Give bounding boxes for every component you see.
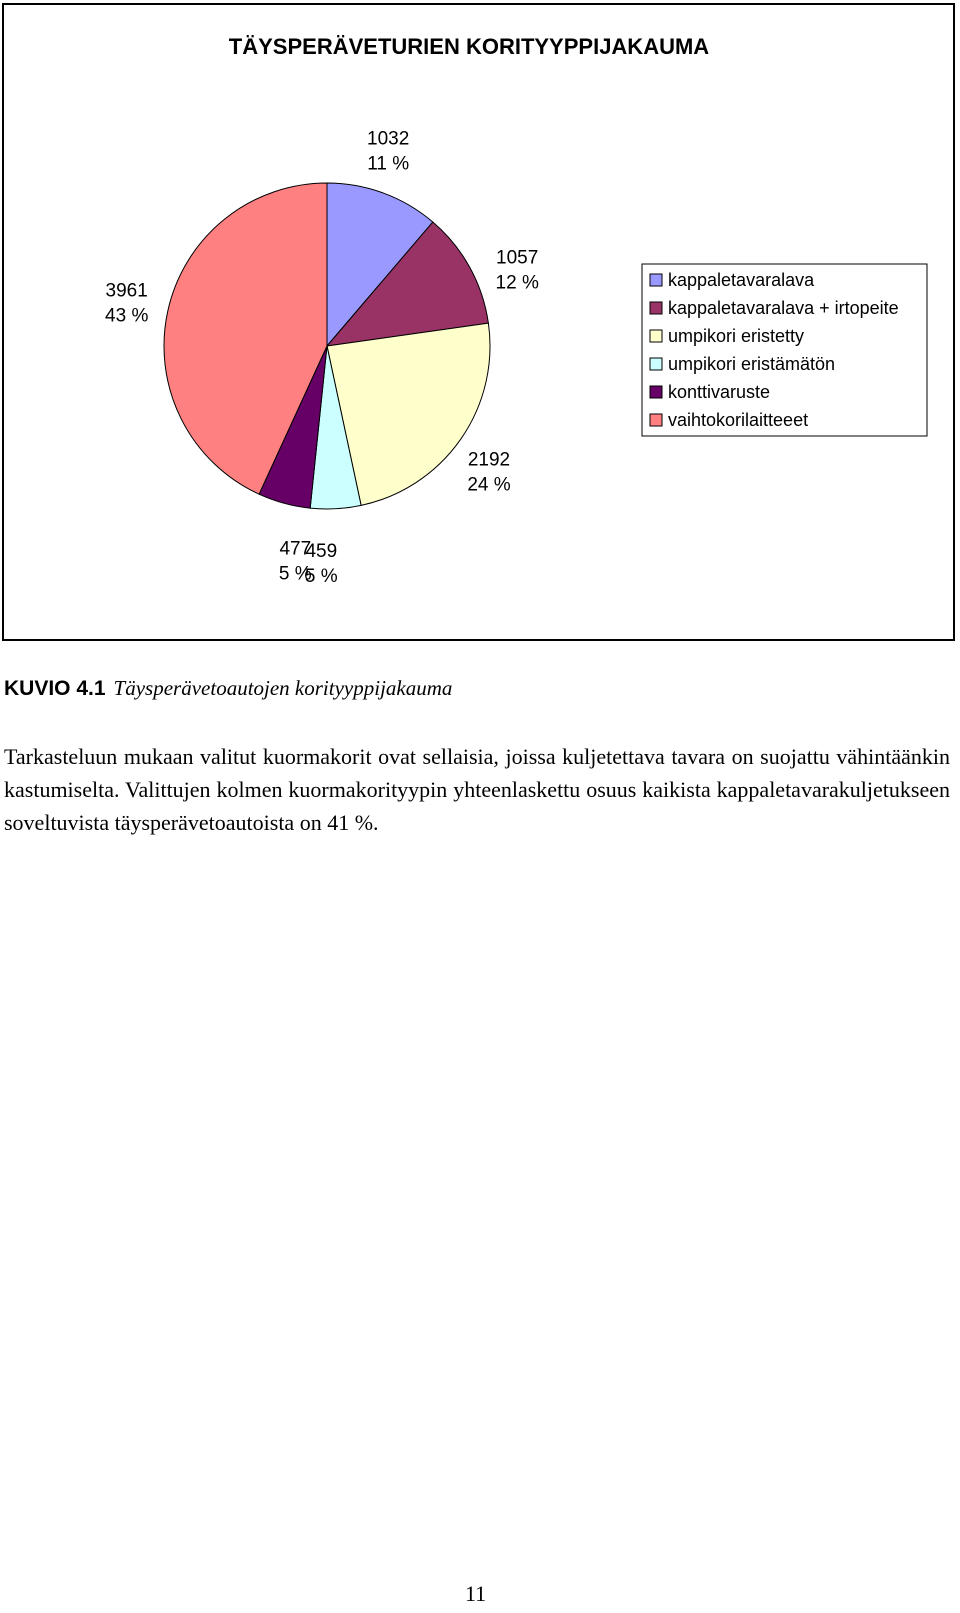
- legend-label-2: umpikori eristetty: [668, 326, 805, 346]
- chart-frame: [2, 3, 955, 641]
- legend: [642, 264, 927, 436]
- data-label-value-3: 459: [305, 540, 338, 562]
- page-number: 11: [465, 1581, 487, 1606]
- legend-swatch-4: [650, 386, 662, 398]
- data-label-value-5: 3961: [105, 280, 148, 302]
- caption-text: Täysperävetoautojen korityyppijakauma: [113, 676, 453, 700]
- legend-label-3: umpikori eristämätön: [668, 354, 836, 374]
- legend-swatch-2: [650, 330, 662, 342]
- data-label-value-4: 477: [279, 538, 312, 560]
- legend-swatch-3: [650, 358, 662, 370]
- legend-swatch-1: [650, 302, 662, 314]
- legend-label-4: konttivaruste: [668, 382, 771, 402]
- legend-label-0: kappaletavaralava: [668, 270, 815, 290]
- data-label-value-1: 1057: [496, 247, 539, 269]
- chart-title: TÄYSPERÄVETURIEN KORITYYPPIJAKAUMA: [228, 34, 710, 59]
- figure-caption: [4, 676, 452, 701]
- legend-swatch-0: [650, 274, 662, 286]
- data-label-percent-1: 12 %: [495, 272, 539, 294]
- pie-slices: [164, 183, 490, 509]
- legend-label-1: kappaletavaralava + irtopeite: [668, 298, 899, 318]
- data-label-value-2: 2192: [467, 449, 511, 471]
- data-label-percent-5: 43 %: [105, 305, 149, 327]
- legend-swatch-5: [650, 414, 662, 426]
- data-label-percent-0: 11 %: [367, 153, 410, 175]
- data-label-value-0: 1032: [367, 128, 410, 150]
- data-label-percent-3: 5 %: [304, 565, 338, 587]
- data-label-percent-4: 5 %: [278, 563, 312, 585]
- caption-label: KUVIO 4.1: [4, 677, 106, 700]
- pie-chart: [4, 5, 953, 639]
- legend-label-5: vaihtokorilaitteeet: [668, 410, 809, 430]
- data-label-percent-2: 24 %: [467, 474, 511, 496]
- body-paragraph: Tarkasteluun mukaan valitut kuormakorit ovat sellaisia, joissa kuljetettava tavara on suojattu vähintäänkin kastumiselta. Valittujen kolmen kuormakorityypin yhteenlaskettu osuus kaikista kappaletavarakuljetukseen soveltuvista täysperävetoautoista on 41 %.: [4, 744, 950, 835]
